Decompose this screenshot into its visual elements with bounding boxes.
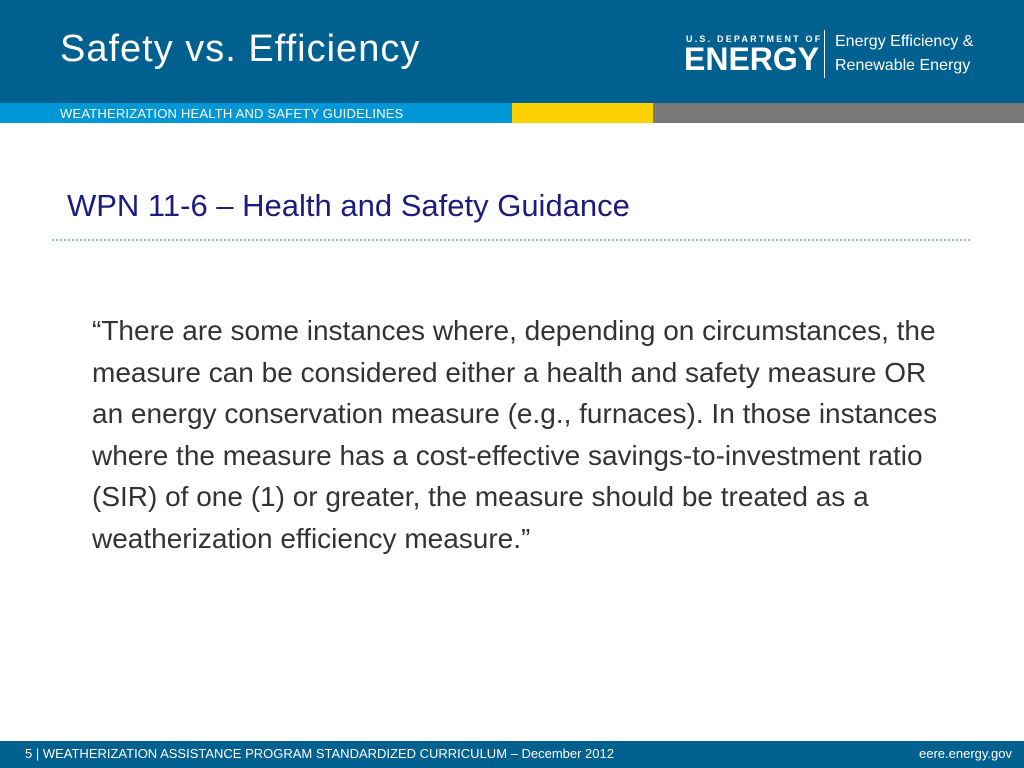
logo-office-line-1: Energy Efficiency & xyxy=(835,33,974,50)
doe-eere-logo xyxy=(684,28,1004,83)
footer-separator: | xyxy=(32,746,43,761)
section-band-label: WEATHERIZATION HEALTH AND SAFETY GUIDELINES xyxy=(60,106,404,121)
footer-page-number: 5 xyxy=(25,746,33,761)
section-band-yellow xyxy=(512,103,653,123)
logo-divider xyxy=(824,30,825,78)
logo-energy-wordmark: ENERGY xyxy=(684,41,820,77)
footer-website: eere.energy.gov xyxy=(919,746,1012,761)
footer-program-text: WEATHERIZATION ASSISTANCE PROGRAM STANDARDIZED CURRICULUM – December 2012 xyxy=(42,746,614,761)
heading-divider xyxy=(52,239,970,241)
slide-title: Safety vs. Efficiency xyxy=(60,28,421,70)
slide-footer xyxy=(0,741,1024,768)
section-band-gray xyxy=(653,103,1024,123)
footer-program-info xyxy=(25,746,614,761)
logo-department-line: U.S. DEPARTMENT OF xyxy=(686,34,823,44)
guidance-quote: “There are some instances where, depending on circumstances, the measure can be considered either a health and safety measure OR an energy conservation measure (e.g., furnaces). In those instances where the measure has a cost-effective savings-to-investment ratio (SIR) of one (1) or greater, the measure should be treated as a weatherization efficiency measure.” xyxy=(92,315,938,554)
content-heading: WPN 11-6 – Health and Safety Guidance xyxy=(67,188,630,223)
logo-office-line-2: Renewable Energy xyxy=(835,57,971,74)
slide-header xyxy=(0,0,1024,103)
